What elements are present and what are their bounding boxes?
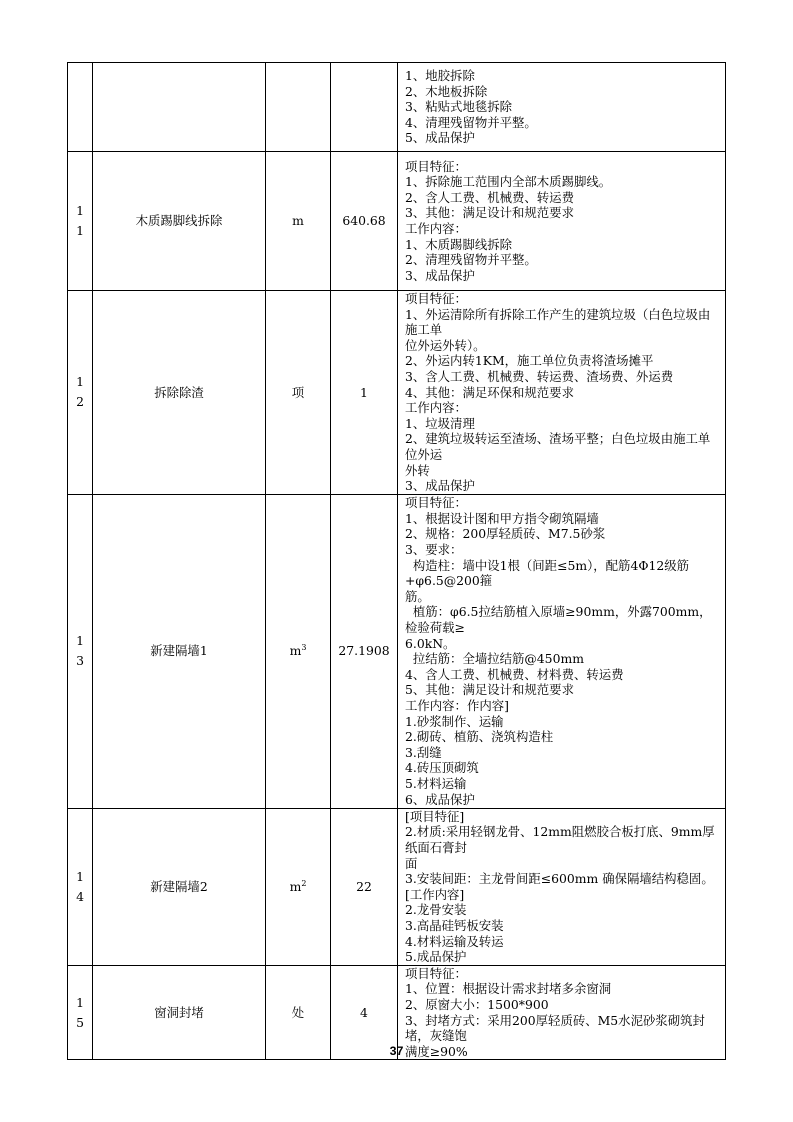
description-line: 6.0kN。 bbox=[405, 635, 456, 651]
description-line: 面 bbox=[405, 855, 418, 871]
table-row bbox=[68, 808, 726, 965]
description-line: 1、拆除施工范围内全部木质踢脚线。 bbox=[405, 174, 612, 190]
description-line: 构造柱：墙中设1根（间距≤5m），配筋4Φ12级筋+φ6.5@200箍 bbox=[405, 557, 690, 589]
description-line: 1.砂浆制作、运输 bbox=[405, 713, 504, 729]
description-line: 3.安装间距：主龙骨间距≤600mm 确保隔墙结构稳固。 bbox=[405, 871, 714, 887]
item-quantity: 640.68 bbox=[331, 152, 398, 291]
description-line: 5、成品保护 bbox=[405, 130, 475, 146]
item-number-text: 11 bbox=[76, 203, 84, 238]
unit-text: m bbox=[292, 213, 304, 229]
description-line: 项目特征： bbox=[405, 965, 467, 981]
description-line: 3、其他：满足设计和规范要求 bbox=[405, 205, 574, 221]
description-line: 1、垃圾清理 bbox=[405, 415, 475, 431]
description-line: 2、原窗大小：1500*900 bbox=[405, 996, 549, 1012]
description-line: 2.材质:采用轻钢龙骨、12mm阻燃胶合板打底、9mm厚纸面石膏封 bbox=[405, 824, 715, 855]
unit-text: m bbox=[289, 878, 302, 894]
item-unit bbox=[266, 63, 331, 152]
description-line: 3、含人工费、机械费、转运费、渣场费、外运费 bbox=[405, 368, 674, 384]
description-line: 2、清理残留物并平整。 bbox=[405, 252, 537, 268]
description-line: 3.刮缝 bbox=[405, 744, 442, 760]
description-line: 3、成品保护 bbox=[405, 267, 475, 283]
item-description bbox=[398, 808, 726, 965]
description-line: 1、根据设计图和甲方指令砌筑隔墙 bbox=[405, 510, 599, 526]
description-line: 3.高晶硅钙板安装 bbox=[405, 917, 504, 933]
item-number bbox=[68, 291, 93, 495]
description-line: 工作内容：作内容] bbox=[405, 698, 509, 713]
description-line: 4、含人工费、机械费、材料费、转运费 bbox=[405, 666, 624, 682]
description-line: 筋。 bbox=[405, 588, 430, 604]
description-line: 4、清理残留物并平整。 bbox=[405, 114, 537, 130]
description-line: 6、成品保护 bbox=[405, 791, 475, 807]
item-quantity bbox=[331, 63, 398, 152]
description-line: 2、外运内转1KM，施工单位负责将渣场摊平 bbox=[405, 353, 654, 369]
description-line: 1、木质踢脚线拆除 bbox=[405, 236, 513, 252]
description-line: 1、外运清除所有拆除工作产生的建筑垃圾（白色垃圾由施工单 bbox=[405, 306, 711, 338]
item-quantity: 1 bbox=[331, 291, 398, 495]
item-description bbox=[398, 152, 726, 291]
table-body bbox=[68, 63, 726, 1060]
description-line: 4.材料运输及转运 bbox=[405, 933, 504, 949]
item-unit bbox=[266, 808, 331, 965]
page-number: 37 bbox=[389, 1044, 404, 1058]
description-line: 3、要求： bbox=[405, 542, 463, 558]
description-line: 4、其他：满足环保和规范要求 bbox=[405, 384, 574, 400]
description-line: 1、地胶拆除 bbox=[405, 68, 475, 84]
item-number-text: 12 bbox=[76, 374, 84, 410]
unit-superscript: 2 bbox=[301, 878, 307, 888]
description-line: [工作内容] bbox=[405, 886, 465, 902]
description-line: 外转 bbox=[405, 462, 430, 478]
description-line: 位外运外转）。 bbox=[405, 337, 486, 353]
item-unit bbox=[266, 152, 331, 291]
description-line: 5.成品保护 bbox=[405, 949, 467, 965]
description-line: 工作内容： bbox=[405, 221, 467, 236]
description-line: 2、木地板拆除 bbox=[405, 83, 488, 99]
item-quantity: 27.1908 bbox=[331, 494, 398, 808]
description-line: 3、粘贴式地毯拆除 bbox=[405, 99, 513, 115]
unit-text: 处 bbox=[291, 1004, 305, 1020]
item-name: 新建隔墙2 bbox=[93, 808, 266, 965]
description-line: 2、规格：200厚轻质砖、M7.5砂浆 bbox=[405, 526, 606, 542]
item-quantity: 22 bbox=[331, 808, 398, 965]
item-description bbox=[398, 63, 726, 152]
description-line: 项目特征： bbox=[405, 495, 467, 511]
description-line: 项目特征： bbox=[405, 158, 467, 174]
unit-superscript: 3 bbox=[301, 643, 307, 653]
description-line: 3、封堵方式：采用200厚轻质砖、M5水泥砂浆砌筑封堵，灰缝饱 bbox=[405, 1012, 705, 1044]
description-line: 2.砌砖、植筋、浇筑构造柱 bbox=[405, 729, 554, 745]
description-line: 拉结筋：全墙拉结筋@450mm bbox=[405, 651, 584, 667]
description-line: 满度≥90% bbox=[405, 1043, 468, 1059]
item-number-text: 13 bbox=[76, 633, 84, 669]
item-number bbox=[68, 494, 93, 808]
description-line: [项目特征] bbox=[405, 808, 465, 824]
item-unit bbox=[266, 494, 331, 808]
description-line: 1、位置：根据设计需求封堵多余窗洞 bbox=[405, 981, 612, 997]
item-name: 窗洞封堵 bbox=[93, 965, 266, 1060]
item-description bbox=[398, 494, 726, 808]
item-number bbox=[68, 808, 93, 965]
description-line: 2、含人工费、机械费、转运费 bbox=[405, 189, 574, 205]
table-row bbox=[68, 494, 726, 808]
item-number-text: 15 bbox=[76, 994, 84, 1030]
bill-of-quantities-table bbox=[67, 62, 726, 1060]
description-line: 2.龙骨安装 bbox=[405, 902, 467, 918]
item-number-text: 14 bbox=[76, 868, 84, 904]
item-number bbox=[68, 152, 93, 291]
table-row bbox=[68, 63, 726, 152]
item-unit bbox=[266, 291, 331, 495]
item-name bbox=[93, 63, 266, 152]
description-line: 4.砖压顶砌筑 bbox=[405, 760, 479, 776]
description-line: 植筋：φ6.5拉结筋植入原墙≥90mm，外露700mm，检验荷载≥ bbox=[405, 604, 712, 636]
unit-text: 项 bbox=[291, 384, 305, 400]
item-description bbox=[398, 291, 726, 495]
item-name: 拆除除渣 bbox=[93, 291, 266, 495]
item-name: 木质踢脚线拆除 bbox=[93, 152, 266, 291]
item-number bbox=[68, 63, 93, 152]
unit-text: m bbox=[289, 643, 302, 659]
table-row bbox=[68, 291, 726, 495]
item-quantity: 4 bbox=[331, 965, 398, 1060]
item-name: 新建隔墙1 bbox=[93, 494, 266, 808]
description-line: 3、成品保护 bbox=[405, 478, 475, 494]
table-row bbox=[68, 152, 726, 291]
description-line: 5.材料运输 bbox=[405, 775, 467, 791]
description-line: 5、其他：满足设计和规范要求 bbox=[405, 682, 574, 698]
description-line: 2、建筑垃圾转运至渣场、渣场平整；白色垃圾由施工单位外运 bbox=[405, 431, 711, 462]
description-line: 项目特征： bbox=[405, 291, 467, 306]
description-line: 工作内容： bbox=[405, 400, 467, 416]
